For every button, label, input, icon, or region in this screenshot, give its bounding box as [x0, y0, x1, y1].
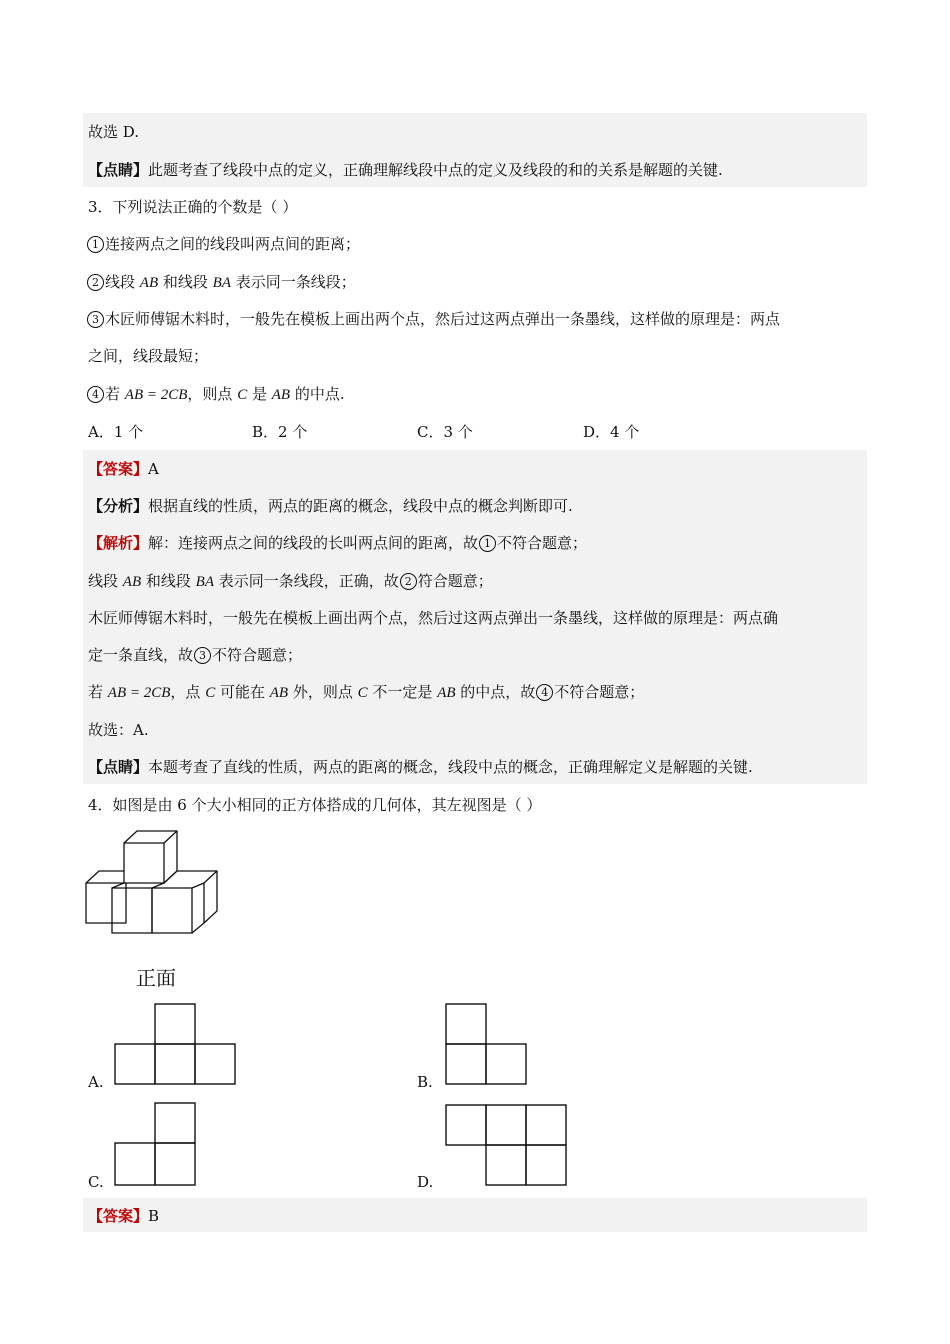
q4-stem: 4．如图是由 6 个大小相同的正方体搭成的几何体，其左视图是（ ） — [88, 796, 542, 814]
q3-comment — [88, 757, 753, 777]
math-var: BA — [212, 275, 231, 291]
q3-solution-1 — [88, 533, 587, 553]
q4-option-d-label: D. — [417, 1173, 434, 1191]
q3-option-d: D．4 个 — [583, 423, 640, 441]
analysis-text: 根据直线的性质，两点的距离的概念，线段中点的概念判断即可. — [148, 497, 573, 515]
comment-tag: 【点睛】 — [88, 758, 149, 776]
q3-statement-3 — [86, 309, 780, 329]
text: 表示同一条线段，正确，故 — [213, 572, 399, 590]
text: 不一定是 — [367, 683, 438, 701]
answer-tag: 【答案】 — [88, 460, 149, 478]
q3-statement-2 — [86, 272, 356, 293]
q4-option-b-label: B. — [417, 1073, 433, 1091]
answer-tag: 【答案】 — [88, 1207, 149, 1225]
circled-number: 1 — [87, 236, 104, 253]
q3-option-c: C．3 个 — [417, 423, 473, 441]
text: 外，则点 — [288, 683, 358, 701]
q3-option-b: B．2 个 — [252, 423, 308, 441]
text: 线段 — [88, 572, 123, 590]
text: 和线段 — [158, 273, 213, 291]
q3-solution-3: 木匠师傅锯木料时，一般先在模板上画出两个点，然后过这两点弹出一条墨线，这样做的原理是：两点确 — [88, 609, 779, 627]
text: 表示同一条线段； — [230, 273, 356, 291]
text: ，点 — [170, 683, 206, 701]
text: 和线段 — [141, 572, 196, 590]
q3-conclusion: 故选：A. — [88, 721, 149, 739]
text: 解：连接两点之间的线段的长叫两点间的距离，故 — [148, 534, 479, 552]
solution-tag: 【解析】 — [88, 534, 149, 552]
text: 线段 — [105, 273, 140, 291]
q2-conclusion: 故选 D. — [88, 123, 140, 141]
cube-solid-figure — [84, 828, 224, 938]
q4-option-c-figure — [113, 1102, 203, 1188]
math-var: AB — [122, 574, 142, 590]
q4-answer — [88, 1206, 159, 1226]
text: 不符合题意； — [554, 683, 645, 701]
math-var: AB — [271, 387, 291, 403]
comment-text: 此题考查了线段中点的定义，正确理解线段中点的定义及线段的和的关系是解题的关键. — [148, 161, 723, 179]
text: 若 — [88, 683, 108, 701]
text: ，则点 — [187, 385, 238, 403]
q3-solution-3-cont — [88, 645, 302, 665]
q3-solution-2 — [88, 571, 493, 592]
q3-statement-1 — [86, 234, 360, 254]
text: 的中点，故 — [455, 683, 536, 701]
text: 符合题意； — [417, 572, 493, 590]
text: 定一条直线，故 — [88, 646, 194, 664]
q4-option-b-figure — [444, 1003, 534, 1087]
circled-number: 3 — [87, 311, 104, 328]
q3-stem: 3．下列说法正确的个数是（ ） — [88, 198, 298, 216]
answer-value: A — [148, 460, 159, 478]
math-var: C — [237, 387, 248, 403]
q4-answer-block — [83, 1198, 867, 1232]
comment-text: 本题考查了直线的性质，两点的距离的概念，线段中点的概念，正确理解定义是解题的关键. — [148, 758, 753, 776]
circled-number: 1 — [479, 535, 496, 552]
statement-text: 连接两点之间的线段叫两点间的距离； — [105, 235, 361, 253]
math-var: AB — [269, 685, 289, 701]
math-var: C — [357, 685, 368, 701]
q3-solution-4 — [88, 682, 644, 703]
circled-number: 4 — [87, 386, 104, 403]
q3-analysis — [88, 496, 573, 516]
q4-option-a-label: A. — [88, 1073, 104, 1091]
answer-value: B — [148, 1207, 160, 1225]
front-label: 正面 — [136, 966, 176, 990]
math-var: AB — [139, 275, 159, 291]
text: 若 — [105, 385, 125, 403]
text: 的中点. — [290, 385, 345, 403]
text: 不符合题意； — [212, 646, 303, 664]
analysis-tag: 【分析】 — [88, 497, 149, 515]
comment-tag: 【点睛】 — [88, 161, 149, 179]
circled-number: 2 — [400, 573, 417, 590]
q4-option-c-label: C. — [88, 1173, 104, 1191]
math-expr: AB = 2CB — [124, 387, 188, 403]
math-expr: AB = 2CB — [107, 685, 171, 701]
text: 是 — [247, 385, 272, 403]
math-var: C — [205, 685, 216, 701]
text: 不符合题意； — [497, 534, 588, 552]
circled-number: 3 — [194, 647, 211, 664]
q3-statement-4 — [86, 384, 345, 405]
circled-number: 2 — [87, 274, 104, 291]
math-var: BA — [195, 574, 214, 590]
statement-text: 木匠师傅锯木料时，一般先在模板上画出两个点，然后过这两点弹出一条墨线，这样做的原理是：两点 — [105, 310, 781, 328]
text: 可能在 — [215, 683, 270, 701]
math-var: AB — [437, 685, 456, 701]
circled-number: 4 — [536, 684, 553, 701]
q4-option-d-figure — [444, 1104, 574, 1188]
q3-option-a: A．1 个 — [88, 423, 144, 441]
q4-option-a-figure — [113, 1003, 239, 1087]
q3-answer — [88, 459, 159, 479]
q3-statement-3-cont: 之间，线段最短； — [88, 347, 209, 365]
q2-comment — [88, 160, 723, 180]
